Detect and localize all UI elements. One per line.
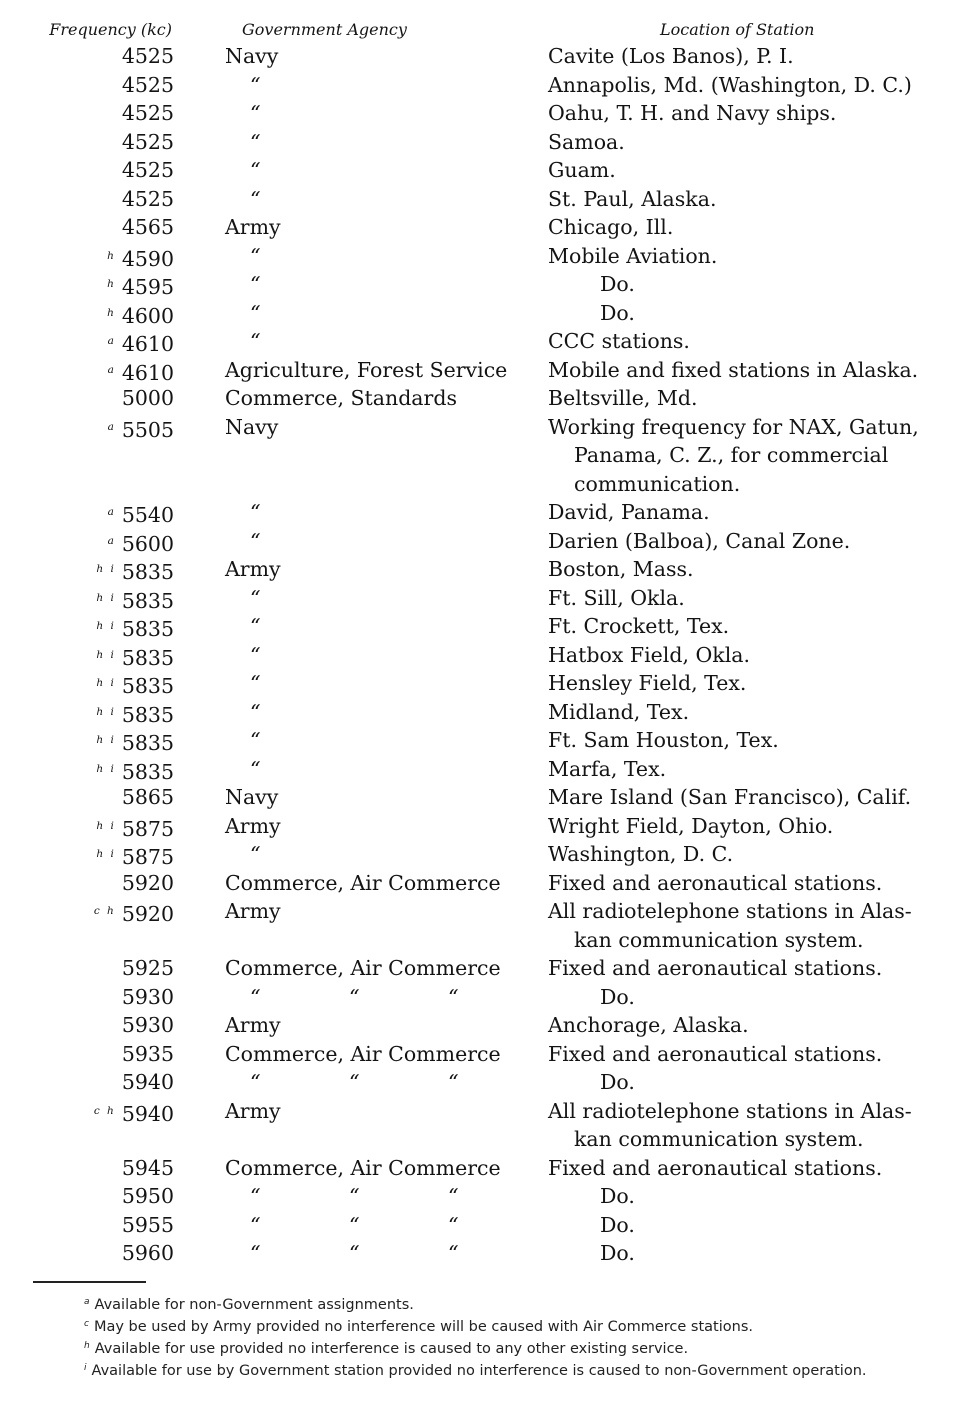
location-line: Do. [600,984,635,1009]
frequency-cell [122,1068,174,1097]
agency-cell: Navy [225,785,279,809]
footnote-reference: a [107,420,116,433]
agency-cell: Army [225,1098,281,1123]
agency-cell: Army [225,557,281,581]
location-line: Washington, D. C. [548,842,734,866]
table-row [0,270,960,299]
agency-cell: “ “ “ [250,984,459,1009]
table-row [0,185,960,214]
location-line: Oahu, T. H. and Navy ships. [548,101,837,125]
frequency-value: 4525 [121,158,174,182]
location-line: Guam. [548,158,616,182]
agency-cell: Agriculture, Forest Service [225,357,508,382]
frequency-cell [122,1011,174,1040]
table-row [0,156,960,185]
footnote-reference: h i [96,734,116,746]
table-row [0,213,960,242]
location-line: Ft. Sam Houston, Tex. [548,728,779,752]
location-cell [548,384,948,413]
location-line: Boston, Mass. [548,557,694,581]
location-line: Hensley Field, Tex. [548,671,747,695]
location-line: David, Panama. [548,500,710,524]
frequency-value: 4595 [121,275,174,299]
agency-cell: Navy [225,414,279,439]
table-row [0,1211,960,1240]
footnote-rule [33,1281,146,1283]
frequency-table [0,42,960,1268]
footnotes [34,1293,954,1381]
agency-cell: “ [250,614,261,638]
frequency-value: 5875 [121,845,174,869]
location-line: Fixed and aeronautical stations. [548,1041,883,1066]
footnote-reference: h [107,278,116,290]
location-line: Marfa, Tex. [548,756,667,781]
location-line: Fixed and aeronautical stations. [548,1155,883,1180]
location-cell [548,869,948,898]
agency-cell: “ [250,158,261,182]
footnote-text: Available for use provided no interference is caused to any other existing service. [94,1341,689,1357]
footnote-reference: h i [96,705,116,718]
frequency-value: 5835 [121,759,174,784]
footnote-reference: h i [96,648,116,661]
frequency-value: 4600 [121,303,174,328]
frequency-value: 5865 [121,785,174,809]
location-line: Mobile Aviation. [548,243,718,268]
location-line: Do. [600,300,635,325]
location-line: kan communication system. [574,927,864,952]
frequency-value: 5935 [121,1041,174,1066]
frequency-cell [122,869,174,898]
location-line: Do. [600,272,635,296]
table-row [0,99,960,128]
location-cell [548,1239,948,1268]
agency-cell: “ “ “ [250,1070,459,1094]
location-line: Hatbox Field, Okla. [548,642,751,667]
location-cell [548,42,948,71]
agency-cell: “ [250,699,261,724]
table-row [0,840,960,869]
frequency-value: 5835 [121,731,174,755]
location-cell [548,954,948,983]
table-row [0,42,960,71]
table-row [0,498,960,527]
footnote-mark: c [84,1319,89,1329]
table-row [0,726,960,755]
location-line: St. Paul, Alaska. [548,186,717,211]
frequency-value: 5945 [121,1155,174,1180]
table-row [0,1040,960,1069]
frequency-value: 4565 [121,215,174,239]
frequency-cell [96,755,174,784]
location-line: Do. [600,1070,635,1094]
frequency-cell [96,641,174,670]
table-row [0,983,960,1012]
frequency-cell [122,1182,174,1211]
frequency-cell [122,1239,174,1268]
frequency-cell [96,812,174,841]
location-line: communication. [574,471,741,496]
location-line: Panama, C. Z., for commercial [574,443,889,467]
frequency-cell [96,612,174,641]
location-cell [548,669,948,698]
frequency-cell [108,327,174,356]
location-cell [548,698,948,727]
agency-cell: “ [250,129,261,154]
frequency-cell [107,242,174,271]
footnote-text: Available for use by Government station provided no interference is caused to non-Government operation. [91,1363,867,1379]
frequency-value: 5950 [121,1184,174,1208]
footnote-reference: a [107,534,116,547]
table-row [0,1097,960,1154]
agency-cell: Navy [225,44,279,68]
location-cell [548,1097,948,1154]
frequency-cell [107,299,174,328]
frequency-cell [122,156,174,185]
frequency-cell [96,726,174,755]
frequency-cell [96,584,174,613]
frequency-value: 4525 [121,101,174,125]
agency-cell: “ [250,272,261,296]
location-cell [548,1154,948,1183]
location-cell [548,71,948,100]
frequency-cell [122,99,174,128]
agency-cell: “ [250,671,261,695]
agency-cell: Army [225,1013,281,1037]
footnote-reference: a [107,363,116,376]
location-line: Wright Field, Dayton, Ohio. [548,813,834,838]
frequency-cell [96,840,174,869]
location-line: Annapolis, Md. (Washington, D. C.) [548,72,912,97]
location-line: Fixed and aeronautical stations. [548,956,883,980]
location-line: Darien (Balboa), Canal Zone. [548,528,851,553]
frequency-value: 4610 [121,360,174,385]
table-row [0,413,960,499]
footnote-reference: h i [96,819,116,832]
agency-cell: “ [250,642,261,667]
footnote [34,1315,954,1337]
location-cell [548,983,948,1012]
location-line: Fixed and aeronautical stations. [548,870,883,895]
frequency-value: 5920 [121,870,174,895]
agency-cell: Army [225,813,281,838]
table-row [0,1011,960,1040]
location-cell [548,897,948,954]
header-agency: Government Agency [242,20,407,39]
location-line: Cavite (Los Banos), P. I. [548,44,794,68]
frequency-value: 4525 [121,186,174,211]
table-row [0,299,960,328]
location-cell [548,1011,948,1040]
frequency-cell [122,213,174,242]
frequency-value: 5600 [121,531,174,556]
frequency-cell [96,698,174,727]
table-row [0,1239,960,1268]
footnote-reference: c h [93,905,116,917]
location-cell [548,413,948,499]
table-row [0,327,960,356]
footnote-reference: h i [96,620,116,632]
footnote-reference: h i [96,563,116,575]
agency-cell: “ “ “ [250,1212,459,1237]
frequency-cell [122,1040,174,1069]
location-line: Mobile and fixed stations in Alaska. [548,357,919,382]
agency-cell: “ [250,300,261,325]
frequency-cell [122,983,174,1012]
location-cell [548,1040,948,1069]
location-cell [548,156,948,185]
frequency-value: 5540 [121,503,174,527]
frequency-value: 5835 [121,645,174,670]
location-cell [548,1182,948,1211]
agency-cell: Commerce, Air Commerce [225,956,501,980]
location-cell [548,356,948,385]
location-cell [548,185,948,214]
agency-cell: “ [250,500,261,524]
frequency-cell [108,527,174,556]
agency-cell: “ “ “ [250,1241,459,1265]
location-cell [548,1211,948,1240]
table-row [0,641,960,670]
frequency-cell [122,783,174,812]
location-cell [548,213,948,242]
table-row [0,612,960,641]
frequency-value: 4590 [121,246,174,271]
frequency-value: 5505 [121,417,174,442]
footnote-reference: h [107,249,116,262]
agency-cell: “ [250,585,261,610]
location-line: All radiotelephone stations in Alas- [548,899,912,923]
footnote [34,1293,954,1315]
frequency-cell [122,954,174,983]
footnote-mark: a [84,1297,90,1307]
location-line: All radiotelephone stations in Alas- [548,1098,912,1123]
agency-cell: Army [225,215,281,239]
footnote-reference: a [107,335,116,347]
location-line: Chicago, Ill. [548,215,674,239]
table-row [0,71,960,100]
location-line: CCC stations. [548,329,690,353]
location-cell [548,242,948,271]
agency-cell: “ “ “ [250,1184,459,1208]
table-row [0,384,960,413]
footnote-reference: h i [96,848,116,860]
agency-cell: “ [250,186,261,211]
agency-cell: “ [250,842,261,866]
table-row [0,1154,960,1183]
location-line: Do. [600,1184,635,1208]
agency-cell: Commerce, Air Commerce [225,870,501,895]
footnote-reference: h i [96,591,116,604]
table-row [0,755,960,784]
table-row [0,356,960,385]
frequency-value: 5835 [121,560,174,584]
location-cell [548,299,948,328]
frequency-value: 4610 [121,332,174,356]
location-line: Anchorage, Alaska. [548,1013,749,1037]
location-line: kan communication system. [574,1127,864,1151]
frequency-cell [122,384,174,413]
frequency-value: 5835 [121,588,174,613]
header-location: Location of Station [660,20,815,39]
table-row [0,954,960,983]
location-cell [548,584,948,613]
location-line: Beltsville, Md. [548,386,698,410]
frequency-cell [96,669,174,698]
location-cell [548,128,948,157]
frequency-cell [122,1211,174,1240]
footnote-reference: h i [96,762,116,775]
location-cell [548,812,948,841]
frequency-value: 5835 [121,617,174,641]
footnote-reference: a [107,506,116,518]
frequency-value: 4525 [121,129,174,154]
agency-cell: “ [250,756,261,781]
frequency-value: 5835 [121,674,174,698]
location-line: Do. [600,1241,635,1265]
frequency-value: 5955 [121,1212,174,1237]
location-line: Ft. Sill, Okla. [548,585,685,610]
location-cell [548,612,948,641]
agency-cell: Army [225,899,281,923]
footnote [34,1359,954,1381]
frequency-cell [122,128,174,157]
location-cell [548,327,948,356]
frequency-cell [96,555,174,584]
table-row [0,527,960,556]
frequency-value: 5940 [121,1101,174,1126]
agency-cell: “ [250,528,261,553]
footnote-reference: c h [93,1104,116,1117]
table-row [0,1068,960,1097]
table-row [0,128,960,157]
agency-cell: “ [250,72,261,97]
location-line: Samoa. [548,129,625,154]
location-line: Midland, Tex. [548,699,690,724]
location-cell [548,270,948,299]
frequency-value: 5000 [121,386,174,410]
location-line: Working frequency for NAX, Gatun, [548,414,919,439]
footnote-text: May be used by Army provided no interference will be caused with Air Commerce stations. [93,1319,753,1335]
table-row [0,897,960,954]
agency-cell: “ [250,243,261,268]
table-row [0,698,960,727]
footnote [34,1337,954,1359]
frequency-value: 5960 [121,1241,174,1265]
frequency-cell [107,270,174,299]
frequency-value: 5930 [121,984,174,1009]
agency-cell: Commerce, Standards [225,386,457,410]
location-cell [548,555,948,584]
frequency-cell [94,1097,174,1126]
frequency-value: 4525 [121,44,174,68]
location-cell [548,726,948,755]
location-line: Do. [600,1212,635,1237]
footnote-reference: h i [96,677,116,689]
table-row [0,812,960,841]
table-row [0,584,960,613]
table-row [0,783,960,812]
agency-cell: “ [250,329,261,353]
table-row [0,555,960,584]
frequency-value: 4525 [121,72,174,97]
frequency-value: 5875 [121,816,174,841]
frequency-cell [94,897,174,926]
location-cell [548,527,948,556]
location-cell [548,1068,948,1097]
frequency-cell [122,71,174,100]
frequency-value: 5930 [121,1013,174,1037]
agency-cell: Commerce, Air Commerce [225,1041,501,1066]
footnote-reference: h [107,306,116,319]
frequency-cell [108,356,174,385]
frequency-value: 5835 [121,702,174,727]
location-cell [548,840,948,869]
location-cell [548,755,948,784]
footnote-mark: i [84,1363,87,1373]
agency-cell: Commerce, Air Commerce [225,1155,501,1180]
frequency-cell [108,498,174,527]
frequency-value: 5925 [121,956,174,980]
agency-cell: “ [250,728,261,752]
location-cell [548,641,948,670]
table-row [0,869,960,898]
location-line: Mare Island (San Francisco), Calif. [548,785,912,809]
header-frequency: Frequency (kc) [49,20,172,39]
agency-cell: “ [250,101,261,125]
footnote-text: Available for non-Government assignments. [94,1297,414,1313]
frequency-cell [108,413,174,442]
frequency-value: 5940 [121,1070,174,1094]
table-row [0,669,960,698]
location-cell [548,783,948,812]
location-cell [548,498,948,527]
location-line: Ft. Crockett, Tex. [548,614,730,638]
frequency-cell [122,1154,174,1183]
table-row [0,1182,960,1211]
frequency-cell [122,185,174,214]
table-row [0,242,960,271]
location-cell [548,99,948,128]
footnote-mark: h [84,1341,90,1351]
frequency-value: 5920 [121,902,174,926]
frequency-cell [122,42,174,71]
